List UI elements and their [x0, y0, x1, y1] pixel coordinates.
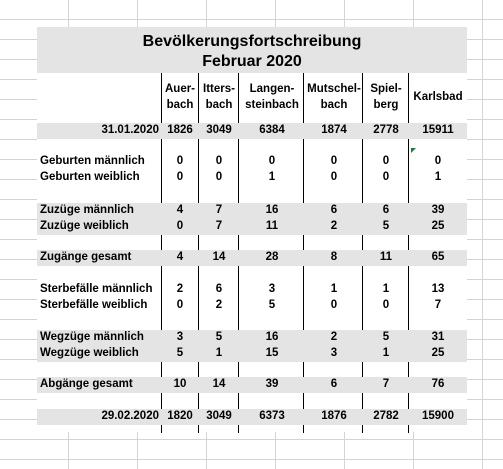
row-departures-male	[37, 330, 467, 346]
row-label[interactable]: Geburten weiblich	[40, 171, 140, 183]
table-cell[interactable]: 0	[176, 155, 184, 167]
row-births-male	[37, 154, 467, 170]
row-label[interactable]: Zuzüge männlich	[40, 204, 134, 216]
table-cell[interactable]: 1876	[321, 410, 347, 422]
row-deaths-male	[37, 282, 467, 298]
row-label[interactable]: Zugänge gesamt	[40, 251, 132, 263]
table-cell[interactable]: 15911	[422, 124, 454, 136]
table-cell[interactable]: 0	[176, 171, 184, 183]
table-cell[interactable]: 6373	[259, 410, 285, 422]
table-cell[interactable]: 3049	[206, 410, 232, 422]
table-cell[interactable]: 1874	[321, 124, 347, 136]
table-cell[interactable]: 39	[265, 378, 279, 390]
cell-comment-indicator	[411, 148, 416, 153]
table-cell[interactable]: 28	[265, 251, 279, 263]
table-cell[interactable]: 2	[330, 331, 338, 343]
row-arrivals-male	[37, 203, 467, 219]
table-cell[interactable]: 0	[434, 155, 442, 167]
col-header-auerbach[interactable]	[163, 81, 197, 113]
row-arrivals-female	[37, 219, 467, 235]
table-cell[interactable]: 3	[176, 331, 184, 343]
col-header-ittersbach[interactable]	[200, 81, 238, 113]
table-cell[interactable]: 14	[212, 251, 226, 263]
table-cell[interactable]: 15	[265, 347, 279, 359]
row-label[interactable]: Wegzüge männlich	[40, 331, 144, 343]
table-cell[interactable]: 5	[268, 299, 276, 311]
table-cell[interactable]: 7	[215, 220, 223, 232]
table-cell[interactable]: 14	[212, 378, 226, 390]
row-removals-total	[37, 377, 467, 393]
row-label[interactable]: 29.02.2020	[101, 410, 159, 422]
table-cell[interactable]: 6	[330, 378, 338, 390]
table-cell[interactable]: 0	[382, 171, 390, 183]
table-cell[interactable]: 0	[176, 220, 184, 232]
table-cell[interactable]: 3	[268, 283, 276, 295]
table-cell[interactable]: 11	[379, 251, 393, 263]
table-cell[interactable]: 1	[382, 283, 390, 295]
table-cell[interactable]: 0	[330, 171, 338, 183]
table-cell[interactable]: 2	[176, 283, 184, 295]
table-cell[interactable]: 0	[330, 155, 338, 167]
table-cell[interactable]: 1	[330, 283, 338, 295]
table-cell[interactable]: 1	[215, 347, 223, 359]
col-header-spielberg-line1: Spiel-	[370, 83, 402, 95]
table-cell[interactable]: 31	[431, 331, 445, 343]
col-header-langensteinbach-line2: steinbach	[245, 99, 299, 111]
row-label[interactable]: Zuzüge weiblich	[40, 220, 129, 232]
table-cell[interactable]: 3	[330, 347, 338, 359]
row-start-date	[37, 123, 467, 139]
table-cell[interactable]: 2778	[373, 124, 399, 136]
col-header-auerbach-line1: Auer-	[164, 83, 196, 95]
table-cell[interactable]: 5	[176, 347, 184, 359]
table-cell[interactable]: 6	[215, 283, 223, 295]
table-cell[interactable]: 0	[382, 155, 390, 167]
table-cell[interactable]: 7	[215, 204, 223, 216]
col-header-karlsbad-line1: Karlsbad	[413, 91, 463, 103]
table-cell[interactable]: 7	[382, 378, 390, 390]
table-cell[interactable]: 76	[431, 378, 445, 390]
table-cell[interactable]: 6	[330, 204, 338, 216]
row-births-female	[37, 170, 467, 186]
row-departures-female	[37, 346, 467, 362]
col-header-karlsbad[interactable]	[410, 89, 466, 105]
table-cell[interactable]: 0	[382, 299, 390, 311]
table-cell[interactable]: 0	[215, 171, 223, 183]
col-header-auerbach-line2: bach	[166, 99, 194, 111]
table-cell[interactable]: 39	[431, 204, 445, 216]
table-title: Bevölkerungsfortschreibung	[142, 33, 362, 50]
col-header-ittersbach-line2: bach	[205, 99, 233, 111]
table-cell[interactable]: 0	[330, 299, 338, 311]
table-cell[interactable]: 1	[382, 347, 390, 359]
table-cell[interactable]: 15900	[422, 410, 454, 422]
table-cell[interactable]: 8	[330, 251, 338, 263]
row-label[interactable]: Sterbefälle weiblich	[40, 299, 148, 311]
row-label[interactable]: 31.01.2020	[101, 124, 159, 136]
row-label[interactable]: Sterbefälle männlich	[40, 283, 153, 295]
table-cell[interactable]: 6	[382, 204, 390, 216]
table-cell[interactable]: 25	[431, 347, 445, 359]
col-header-spielberg[interactable]	[364, 81, 408, 113]
col-header-spielberg-line2: berg	[373, 99, 399, 111]
col-header-mutschelbach[interactable]	[305, 81, 363, 113]
table-cell[interactable]: 11	[265, 220, 279, 232]
table-cell[interactable]: 16	[265, 204, 279, 216]
table-cell[interactable]: 1826	[167, 124, 193, 136]
table-cell[interactable]: 0	[268, 155, 276, 167]
table-cell[interactable]: 5	[382, 331, 390, 343]
table-cell[interactable]: 65	[431, 251, 445, 263]
col-header-mutschelbach-line1: Mutschel-	[307, 83, 361, 95]
title-block	[37, 27, 467, 73]
row-label[interactable]: Abgänge gesamt	[40, 378, 133, 390]
col-header-langensteinbach[interactable]	[240, 81, 304, 113]
table-cell[interactable]: 16	[265, 331, 279, 343]
table-cell[interactable]: 2	[215, 299, 223, 311]
table-cell[interactable]: 5	[215, 331, 223, 343]
table-cell[interactable]: 4	[176, 251, 184, 263]
col-header-ittersbach-line1: Itters-	[203, 83, 235, 95]
table-cell[interactable]: 0	[215, 155, 223, 167]
col-header-langensteinbach-line1: Langen-	[249, 83, 295, 95]
table-cell[interactable]: 3049	[206, 124, 232, 136]
table-subtitle: Februar 2020	[202, 53, 302, 70]
table-cell[interactable]: 5	[382, 220, 390, 232]
table-cell[interactable]: 13	[431, 283, 445, 295]
table-cell[interactable]: 10	[173, 378, 187, 390]
population-table	[37, 27, 467, 432]
col-header-mutschelbach-line2: bach	[320, 99, 348, 111]
row-additions-total	[37, 250, 467, 266]
table-cell[interactable]: 4	[176, 204, 184, 216]
table-cell[interactable]: 1	[268, 171, 276, 183]
table-cell[interactable]: 2782	[373, 410, 399, 422]
table-cell[interactable]: 7	[434, 299, 442, 311]
row-end-date	[37, 409, 467, 425]
row-label[interactable]: Wegzüge weiblich	[40, 347, 139, 359]
table-cell[interactable]: 1820	[167, 410, 193, 422]
table-cell[interactable]: 0	[176, 299, 184, 311]
row-label[interactable]: Geburten männlich	[40, 155, 145, 167]
table-cell[interactable]: 6384	[259, 124, 285, 136]
table-cell[interactable]: 2	[330, 220, 338, 232]
table-cell[interactable]: 25	[431, 220, 445, 232]
table-cell[interactable]: 1	[434, 171, 442, 183]
row-deaths-female	[37, 298, 467, 314]
